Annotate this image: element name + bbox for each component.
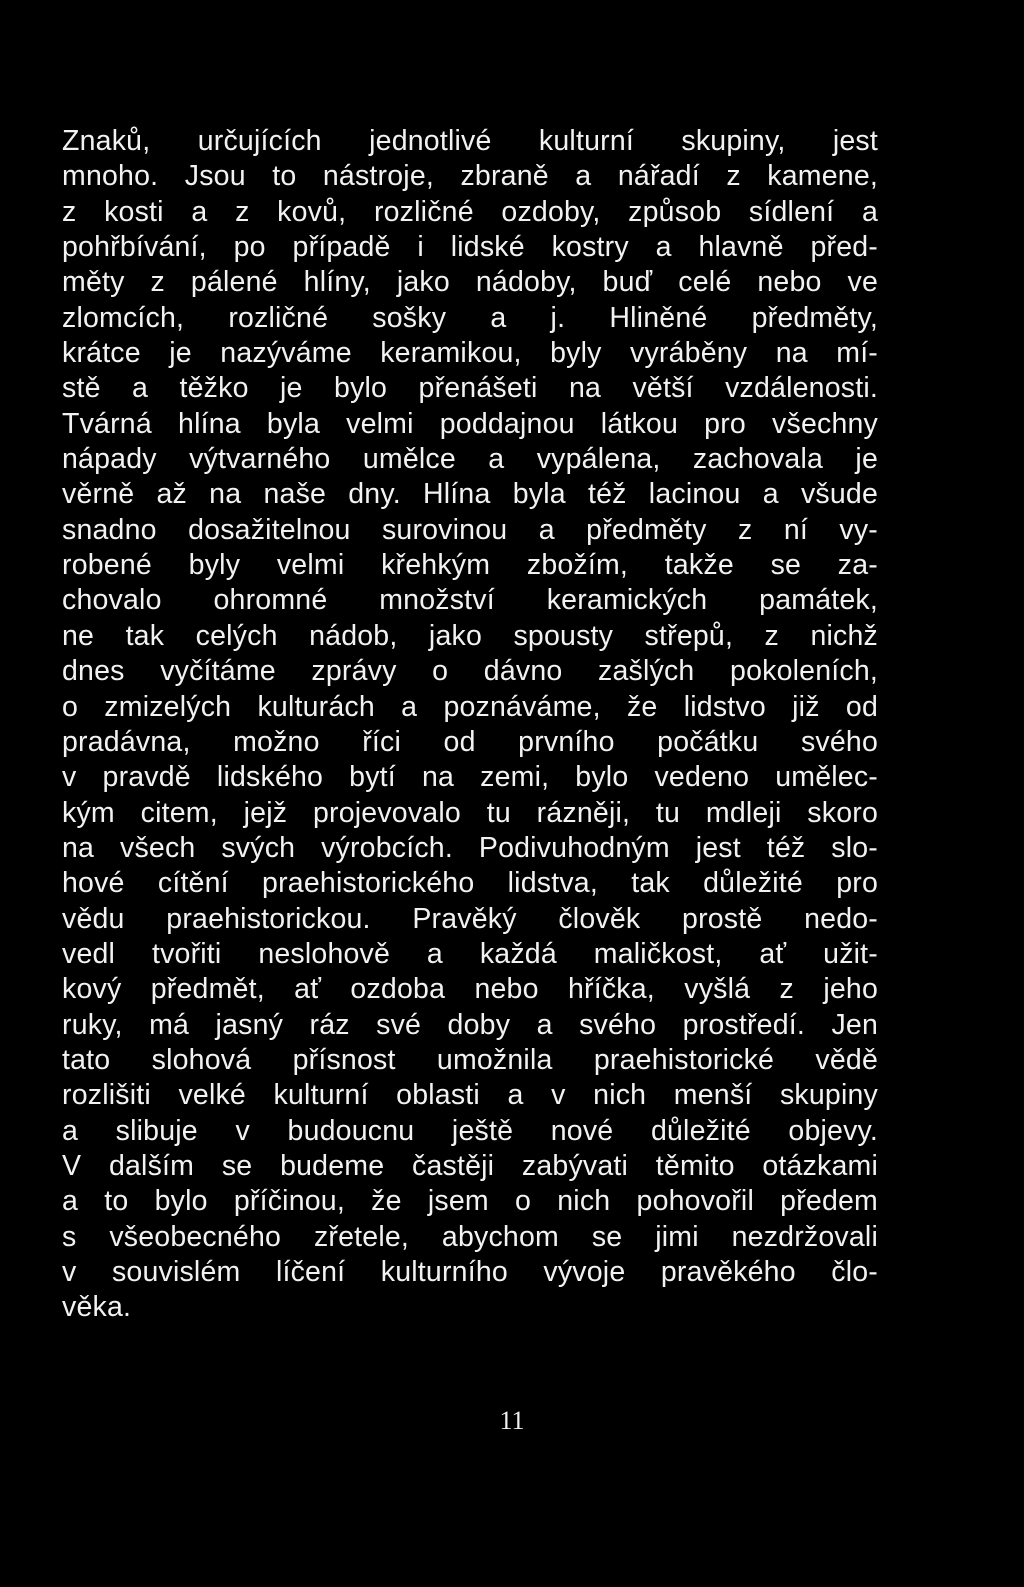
text-line: chovalo ohromné množství keramických památek,	[62, 584, 878, 617]
text-line: zlomcích, rozličné sošky a j. Hliněné předměty,	[62, 301, 878, 334]
text-line: robené byly velmi křehkým zbožím, takže se za-	[62, 549, 878, 582]
text-line: na všech svých výrobcích. Podivuhodným jest též slo-	[62, 831, 878, 864]
page-number: 11	[499, 1406, 525, 1435]
text-line: v souvislém líčení kulturního vývoje pravěkého člo-	[62, 1256, 878, 1288]
text-line: vedl tvořiti neslohově a každá maličkost, ať užit-	[62, 937, 878, 970]
text-line: a slibuje v budoucnu ještě nové důležité objevy.	[62, 1114, 878, 1147]
text-line: krátce je nazýváme keramikou, byly vyráběny na mí-	[62, 337, 878, 370]
text-line: mnoho. Jsou to nástroje, zbraně a nářadí z kamene,	[62, 160, 878, 193]
text-line: rozlišiti velké kulturní oblasti a v nich menší skupiny	[62, 1079, 878, 1112]
text-line: stě a těžko je bylo přenášeti na větší vzdálenosti.	[62, 372, 878, 405]
text-line: snadno dosažitelnou surovinou a předměty z ní vy-	[62, 513, 878, 546]
text-line: dnes vyčítáme zprávy o dávno zašlých pokoleních,	[62, 655, 878, 688]
text-line: ruky, má jasný ráz své doby a svého prostředí. Jen	[62, 1008, 878, 1041]
text-line: tato slohová přísnost umožnila praehistorické vědě	[62, 1043, 878, 1076]
text-line: kový předmět, ať ozdoba nebo hříčka, vyšlá z jeho	[62, 973, 878, 1006]
text-line: Tvárná hlína byla velmi poddajnou látkou pro všechny	[62, 407, 878, 440]
text-line: nápady výtvarného umělce a vypálena, zachovala je	[62, 443, 878, 476]
text-line: s všeobecného zřetele, abychom se jimi nezdržovali	[62, 1220, 878, 1253]
text-line-last: věka.	[62, 1291, 132, 1324]
text-line: z kosti a z kovů, rozličné ozdoby, způsob sídlení a	[62, 195, 878, 228]
text-line: Znaků, určujících jednotlivé kulturní skupiny, jest	[62, 125, 878, 157]
body-text	[62, 124, 878, 1326]
text-line: kým citem, jejž projevovalo tu rázněji, tu mdleji skoro	[62, 796, 878, 829]
text-line: vědu praehistorickou. Pravěký člověk prostě nedo-	[62, 902, 878, 935]
text-line: ne tak celých nádob, jako spousty střepů, z nichž	[62, 619, 878, 652]
text-line: věrně až na naše dny. Hlína byla též lacinou a všude	[62, 478, 878, 511]
text-line: pohřbívání, po případě i lidské kostry a hlavně před-	[62, 231, 878, 264]
text-line: pradávna, možno říci od prvního počátku svého	[62, 725, 878, 758]
text-line: a to bylo příčinou, že jsem o nich pohovořil předem	[62, 1185, 878, 1218]
text-line: měty z pálené hlíny, jako nádoby, buď celé nebo ve	[62, 266, 878, 299]
text-line: V dalším se budeme častěji zabývati těmito otázkami	[62, 1149, 878, 1182]
text-line: hové cítění praehistorického lidstva, tak důležité pro	[62, 867, 878, 900]
text-line: o zmizelých kulturách a poznáváme, že lidstvo již od	[62, 690, 878, 723]
text-line: v pravdě lidského bytí na zemi, bylo vedeno umělec-	[62, 761, 878, 794]
